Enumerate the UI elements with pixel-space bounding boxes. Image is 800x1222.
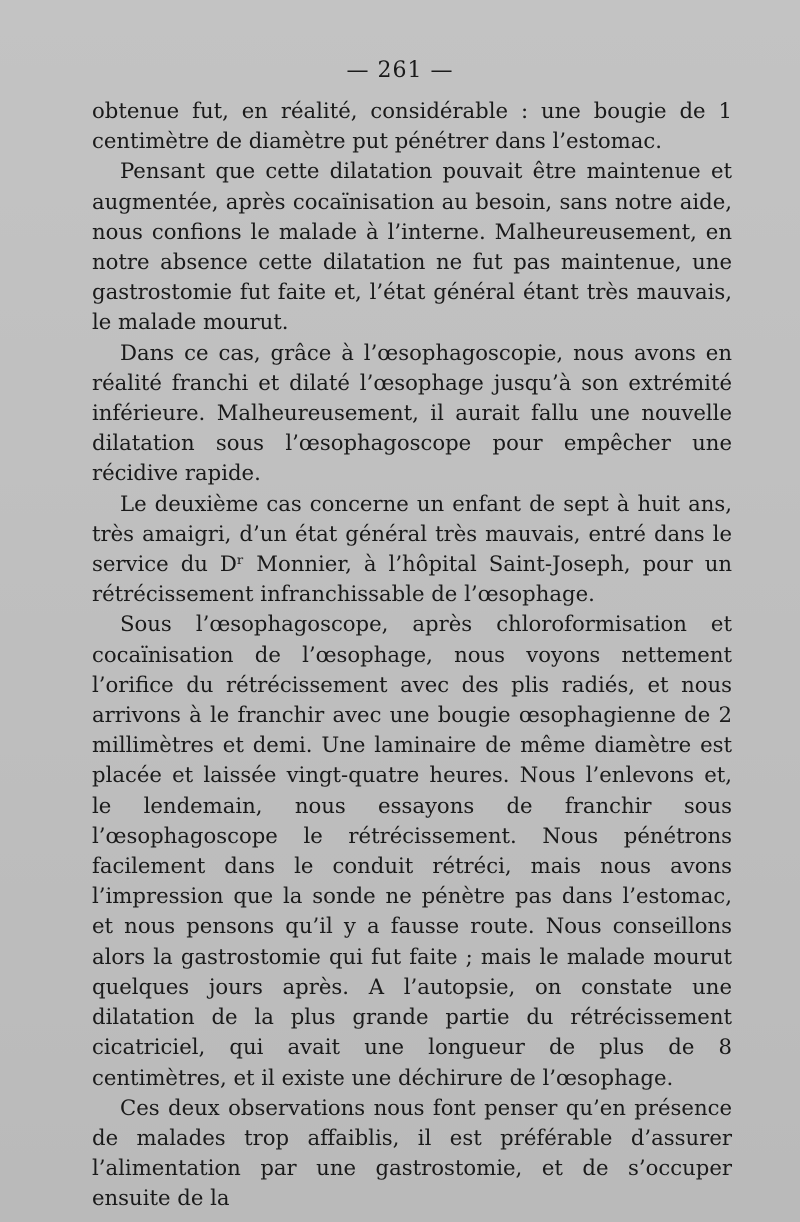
paragraph: Le deuxième cas concerne un enfant de sept à huit ans, très amaigri, d’un état général très mauvais, entré dans le service du Dʳ Monnier, à l’hôpital Saint-Joseph, pour un rétrécissement infranchissable de l’œsophage. — [92, 490, 732, 607]
paragraph: Dans ce cas, grâce à l’œsophagoscopie, nous avons en réalité franchi et dilaté l’œsophage jusqu’à son extrémité inférieure. Malheureusement, il aurait fallu une nouvelle dilatation sous l’œsophagoscope pour empêcher une récidive rapide. — [92, 339, 732, 486]
paragraph: Ces deux observations nous font penser qu’en présence de malades trop affaiblis, il est préférable d’assurer l’alimentation par une gastrostomie, et de s’occuper ensuite de la — [92, 1094, 732, 1211]
paragraph: Sous l’œsophagoscope, après chloroformisation et cocaïnisation de l’œsophage, nous voyons nettement l’orifice du rétrécissement avec des plis radiés, et nous arrivons à le franchir avec une bougie œsophagienne de 2 millimètres et demi. Une laminaire de même diamètre est placée et laissée vingt-quatre heures. Nous l’enlevons et, le lendemain, nous essayons de franchir sous l’œsophagoscope le rétrécissement. Nous pénétrons facilement dans le conduit rétréci, mais nous avons l’impression que la sonde ne pénètre pas dans l’estomac, et nous pensons qu’il y a fausse route. Nous conseillons alors la gastrostomie qui fut faite ; mais le malade mourut quelques jours après. A l’autopsie, on constate une dilatation de la plus grande partie du rétrécissement cicatriciel, qui avait une longueur de plus de 8 centimètres, et il existe une déchirure de l’œsophage. — [92, 611, 732, 1090]
body-text — [92, 96, 732, 1214]
page-number: — 261 — — [346, 58, 454, 83]
paragraph: Pensant que cette dilatation pouvait être maintenue et augmentée, après cocaïnisation au besoin, sans notre aide, nous confions le malade à l’interne. Malheureusement, en notre absence cette dilatation ne fut pas maintenue, une gastrostomie fut faite et, l’état général étant très mauvais, le malade mourut. — [92, 158, 732, 335]
paragraph-continued: obtenue fut, en réalité, considérable : une bougie de 1 centimètre de diamètre put pénétrer dans l’estomac. — [92, 98, 732, 154]
